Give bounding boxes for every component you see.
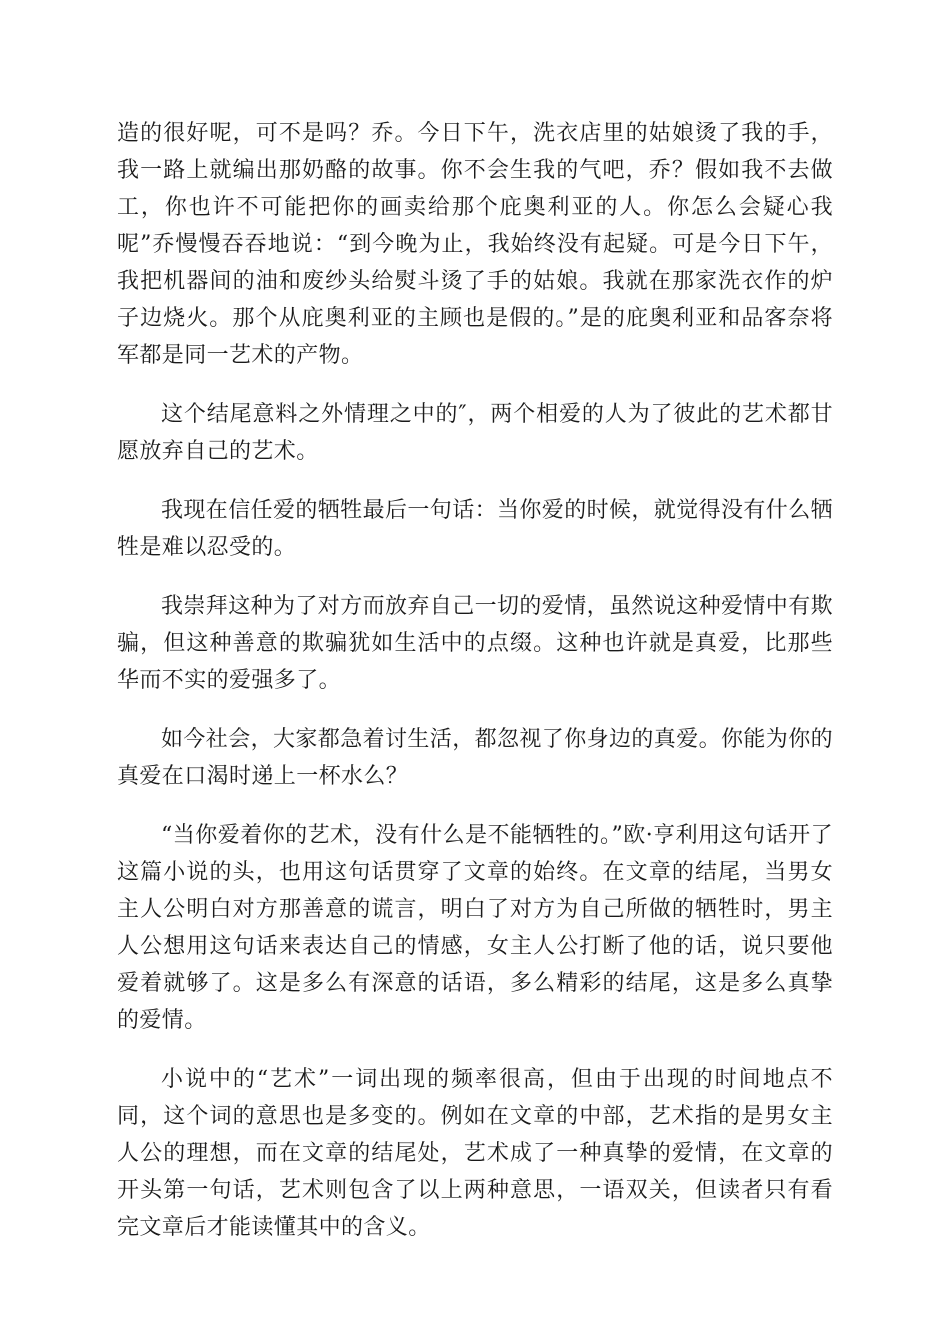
paragraph-sacrifice-quote: 我现在信任爱的牺牲最后一句话：当你爱的时候，就觉得没有什么牺牲是难以忍受的。 [117,498,834,560]
paragraph-opening-line: “当你爱着你的艺术，没有什么是不能牺牲的。”欧·亨利用这句话开了这篇小说的头，也用这句话贯穿了文章的始终。在文章的结尾，当男女主人公明白对方那善意的谎言，明白了对方为自己所做的牺牲时，男主人公想用这句话来表达自己的情感，女主人公打断了他的话，说只要他爱着就够了。这是多么有深意的话语，多么精彩的结尾，这是多么真挚的爱情。 [117,823,833,1033]
paragraph-society: 如今社会，大家都急着讨生活，都忽视了你身边的真爱。你能为你的真爱在口渴时递上一杯水么？ [117,727,834,789]
paragraph-art-meaning: 小说中的“艺术”一词出现的频率很高，但由于出现的时间地点不同，这个词的意思也是多变的。例如在文章的中部，艺术指的是男女主人公的理想，而在文章的结尾处，艺术成了一种真挚的爱情，在文章的开头第一句话，艺术则包含了以上两种意思，一语双关，但读者只有看完文章后才能读懂其中的含义。 [117,1067,833,1240]
paragraph-ending-comment: 这个结尾意料之外情理之中的″，两个相爱的人为了彼此的艺术都甘愿放弃自己的艺术。 [117,402,833,464]
document-page [117,115,833,1268]
paragraph-continuation: 造的很好呢，可不是吗？乔。今日下午，洗衣店里的姑娘烫了我的手，我一路上就编出那奶酪的故事。你不会生我的气吧，乔？假如我不去做工，你也许不可能把你的画卖给那个庇奥利亚的人。你怎么会疑心我呢”乔慢慢吞吞地说：“到今晚为止，我始终没有起疑。可是今日下午，我把机器间的油和废纱头给熨斗烫了手的姑娘。我就在那家洗衣作的炉子边烧火。那个从庇奥利亚的主顾也是假的。”是的庇奥利亚和品客奈将军都是同一艺术的产物。 [117,121,833,368]
paragraph-admiration: 我崇拜这种为了对方而放弃自己一切的爱情，虽然说这种爱情中有欺骗，但这种善意的欺骗犹如生活中的点缀。这种也许就是真爱，比那些华而不实的爱强多了。 [117,594,834,693]
